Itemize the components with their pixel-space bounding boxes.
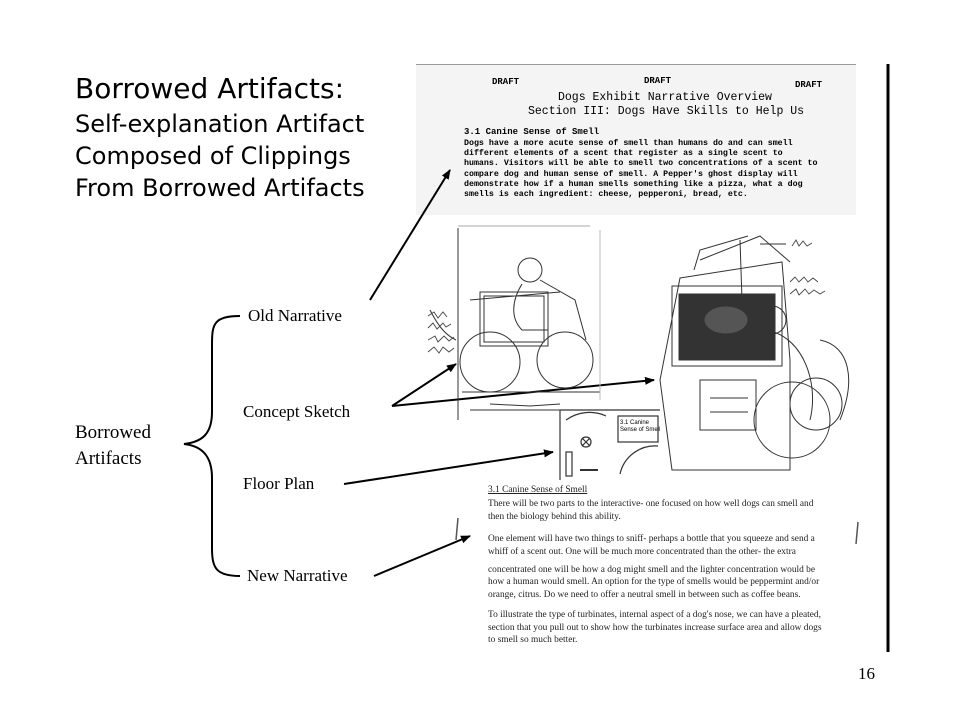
text-line: how a human would smell. An option for the type of smells would be peppermint and/or — [488, 577, 820, 588]
text-line: smells is each ingredient: cheese, pepperoni, bread, etc. — [464, 190, 748, 200]
floor-plan-clipping — [560, 410, 660, 480]
slide-title: Borrowed Artifacts: — [75, 72, 345, 105]
label-concept-sketch: Concept Sketch — [243, 402, 351, 421]
label-floor-plan: Floor Plan — [243, 474, 315, 493]
doc-subheading: Section III: Dogs Have Skills to Help Us — [528, 105, 805, 118]
text-line: humans. Visitors will be able to smell two concentrations of a scent to — [464, 159, 818, 169]
concept-sketch-left — [430, 226, 600, 420]
draft-mark: DRAFT — [795, 80, 823, 90]
sketch-annotation-left — [428, 312, 454, 353]
text-line: One element will have two things to sniff- perhaps a bottle that you squeeze and send a — [488, 534, 815, 545]
arrow-old-narrative — [370, 170, 450, 300]
sketch-annotation-right — [790, 240, 825, 295]
text-line: to smell so much better. — [488, 635, 578, 646]
label-new-narrative: New Narrative — [247, 566, 348, 585]
section-heading: 3.1 Canine Sense of Smell — [464, 127, 600, 137]
text-line: compare dog and human sense of smell. A Pepper's ghost display will — [464, 169, 798, 179]
group-label: Borrowed Artifacts — [75, 422, 151, 469]
new-narrative-heading: 3.1 Canine Sense of Smell — [488, 485, 588, 495]
text-line: There will be two parts to the interactive- one focused on how well dogs can smell and — [488, 499, 814, 510]
draft-mark: DRAFT — [492, 77, 520, 87]
text-line: concentrated one will be how a dog might smell and the lighter concentration would be — [488, 565, 815, 576]
text-line: Dogs have a more acute sense of smell than humans do and can smell — [464, 139, 793, 148]
slide-subtitle: Self-explanation Artifact Composed of Clippings From Borrowed Artifacts — [75, 110, 365, 202]
text-line: whiff of a scent out. One will be much more concentrated than the other- the extra — [488, 546, 796, 557]
floor-plan-label-line: Sense of Smell — [620, 427, 661, 433]
text-line: section that you pull out to show how the turbinates increase surface area and allow dogs — [488, 622, 822, 633]
text-line: orange, citrus. Do we need to offer a neutral smell in between such as coffee beans. — [488, 589, 801, 600]
floor-plan-label-line: 3.1 Canine — [620, 420, 650, 426]
text-line: demonstrate how if a human smells something like a pizza, what a dog — [464, 179, 803, 189]
draft-mark: DRAFT — [644, 76, 672, 86]
text-line: then the biology behind this ability. — [488, 511, 621, 522]
arrow-new-narrative — [374, 536, 470, 576]
label-old-narrative: Old Narrative — [248, 306, 342, 325]
page-number: 16 — [858, 664, 875, 683]
text-line: different elements of a scent that register as a single scent to — [464, 149, 783, 159]
doc-heading: Dogs Exhibit Narrative Overview — [558, 91, 772, 104]
scan-mark — [856, 522, 858, 544]
arrow-concept-sketch-right — [392, 380, 654, 406]
text-line: To illustrate the type of turbinates, internal aspect of a dog's nose, we can have a pleated, — [488, 610, 821, 621]
concept-sketch-right — [660, 236, 849, 470]
curly-brace — [184, 316, 240, 576]
arrow-floor-plan — [344, 452, 553, 484]
scan-mark — [456, 518, 458, 540]
